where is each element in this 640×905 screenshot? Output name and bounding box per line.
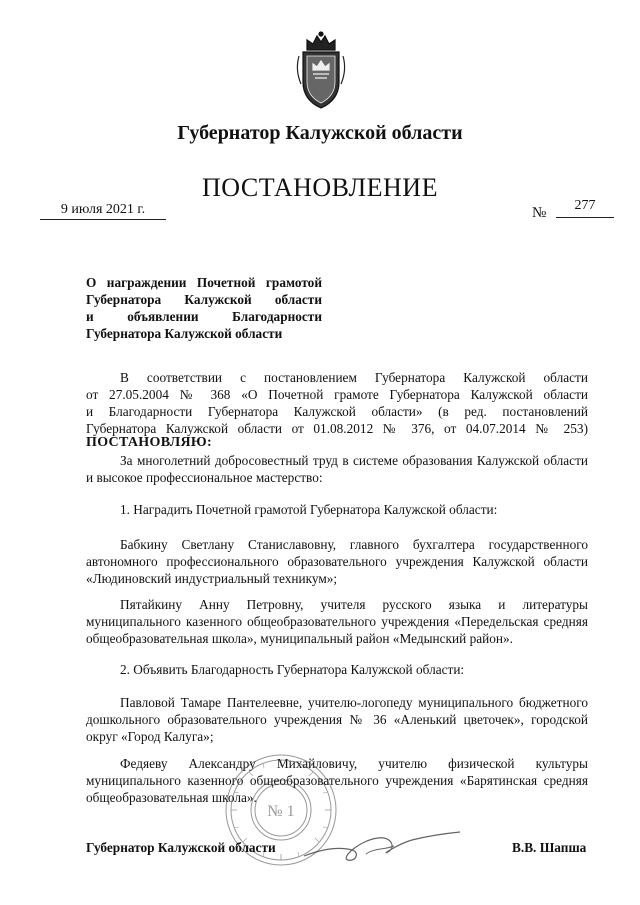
- number-sign: №: [532, 205, 547, 221]
- document-subject: [86, 274, 322, 342]
- document-number: 277: [556, 198, 614, 218]
- coat-of-arms-emblem: [293, 30, 349, 112]
- legal-basis-paragraph: [86, 369, 588, 437]
- basis-line: Губернатора Калужской области от 01.08.2012 № 376, от 04.07.2014 № 253): [86, 421, 588, 436]
- handwritten-signature: [300, 820, 470, 870]
- subject-line: Губернатора Калужской области: [86, 292, 322, 307]
- basis-line: В соответствии с постановлением Губернатора Калужской области: [120, 370, 588, 385]
- subject-line: и объявлении Благодарности: [86, 309, 322, 324]
- item2-heading: 2. Объявить Благодарность Губернатора Калужской области:: [120, 662, 465, 677]
- gratitude-paragraph: Федяеву Александру Михайловичу, учителю физической культуры муниципального казенного общеобразовательного учреждения «Барятинская средняя общеобразовательная школа».: [86, 756, 588, 805]
- document-type-title: ПОСТАНОВЛЕНИЕ: [202, 173, 438, 202]
- basis-line: от 27.05.2004 № 368 «О Почетной грамоте Губернатора Калужской области: [86, 387, 588, 402]
- subject-line: О награждении Почетной грамотой: [86, 275, 322, 290]
- signatory-name: В.В. Шапша: [512, 840, 587, 855]
- awardee-paragraph: Пятайкину Анну Петровну, учителя русского языка и литературы муниципального казенного общеобразовательного учреждения «Передельская средняя общеобразовательная школа», муниципальный район «Медынский район».: [86, 597, 588, 646]
- basis-line: и Благодарности Губернатора Калужской области» (в ред. постановлений: [86, 404, 588, 419]
- issuing-authority: Губернатор Калужской области: [177, 122, 463, 144]
- item1-heading: 1. Наградить Почетной грамотой Губернатора Калужской области:: [120, 502, 498, 517]
- stamp-number: № 1: [267, 803, 295, 820]
- awardee-paragraph: Бабкину Светлану Станиславовну, главного бухгалтера государственного автономного профессионального образовательного учреждения Калужской области «Людиновский индустриальный техникум»;: [86, 537, 588, 586]
- resolve-heading: ПОСТАНОВЛЯЮ:: [86, 435, 212, 450]
- subject-line: Губернатора Калужской области: [86, 326, 283, 341]
- reason-paragraph: За многолетний добросовестный труд в системе образования Калужской области и высокое профессиональное мастерство:: [86, 453, 588, 485]
- signatory-title: Губернатор Калужской области: [86, 840, 276, 855]
- gratitude-paragraph: Павловой Тамаре Пантелеевне, учителю-логопеду муниципального бюджетного дошкольного образовательного учреждения № 36 «Аленький цветочек», городской округ «Город Калуга»;: [86, 695, 588, 744]
- document-date: 9 июля 2021 г.: [40, 202, 166, 220]
